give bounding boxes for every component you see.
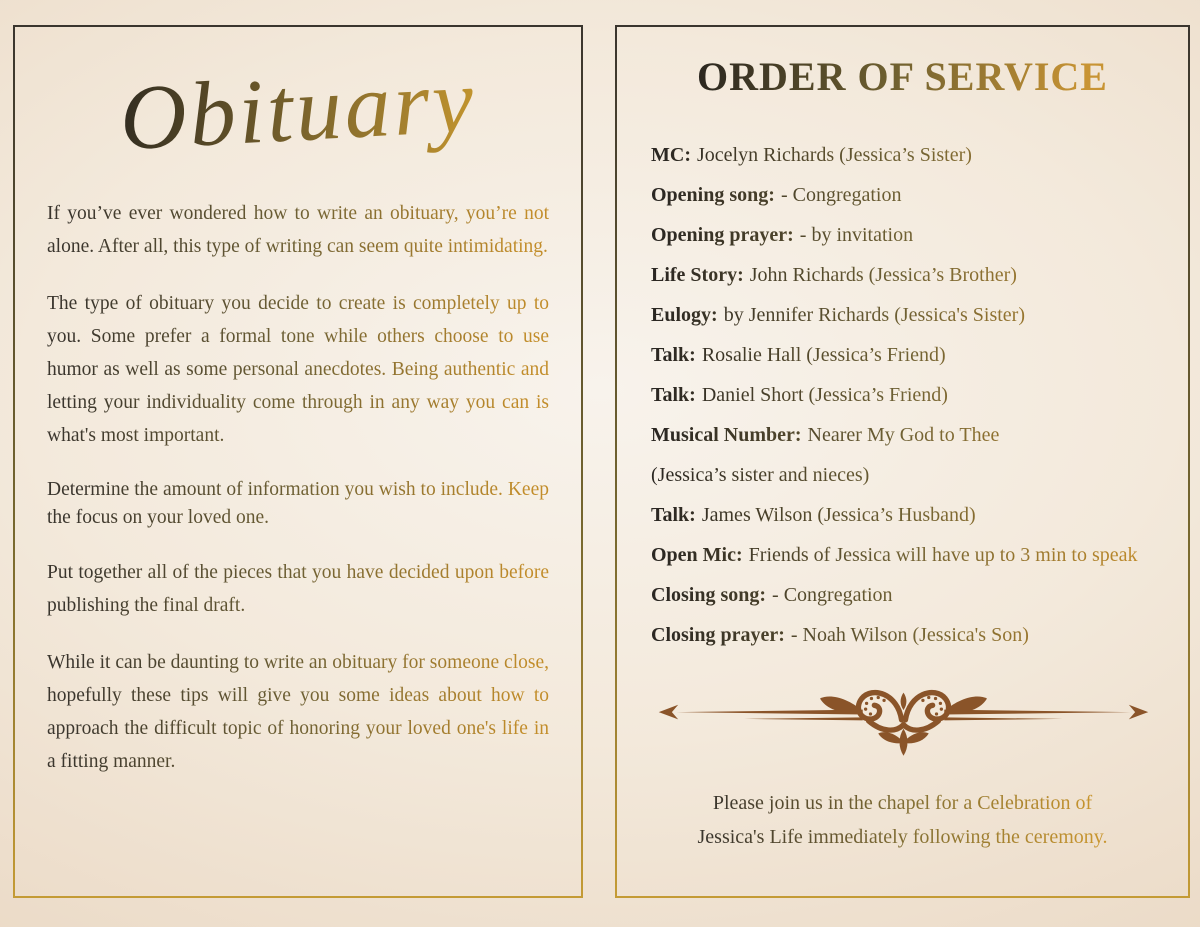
order-item-text: Rosalie Hall (Jessica’s Friend) [701, 344, 946, 366]
order-item-label: Talk: [651, 344, 696, 366]
obituary-page-panel [13, 25, 583, 898]
order-item [651, 255, 1154, 295]
order-item [651, 575, 1154, 615]
order-item-text: Nearer My God to Thee [807, 424, 1000, 446]
order-item-text: - Congregation [780, 184, 902, 206]
order-item [651, 615, 1154, 655]
order-item [651, 295, 1154, 335]
order-item-label: Closing prayer: [651, 624, 785, 646]
order-item-text: Friends of Jessica will have up to 3 min to speak [748, 544, 1138, 566]
order-item-text: John Richards (Jessica’s Brother) [749, 264, 1017, 286]
order-item [651, 375, 1154, 415]
order-item-text: - Congregation [772, 584, 893, 606]
order-item-text: Daniel Short (Jessica’s Friend) [701, 384, 948, 406]
order-item-text: by Jennifer Richards (Jessica's Sister) [723, 304, 1025, 326]
order-of-service-title: ORDER OF SERVICE [651, 53, 1154, 101]
order-item-label: Talk: [651, 504, 696, 526]
obituary-paragraph: While it can be daunting to write an obituary for someone close, hopefully these tips will give you some ideas about how to approach the difficult topic of honoring your loved one's life in a fitting manner. [47, 646, 549, 778]
order-item-text: (Jessica’s sister and nieces) [651, 464, 870, 486]
closing-note [651, 786, 1154, 854]
obituary-paragraph: Put together all of the pieces that you have decided upon before publishing the final draft. [47, 556, 549, 622]
order-item-label: Closing song: [651, 584, 767, 606]
obituary-paragraph: The type of obituary you decide to create is completely up to you. Some prefer a formal tone while others choose to use humor as well as some personal anecdotes. Being authentic and letting your individuality come through in any way you can is what's most important. [47, 287, 549, 452]
order-item [651, 175, 1154, 215]
order-item-label: Talk: [651, 384, 696, 406]
order-item [651, 535, 1154, 575]
order-item-label: Open Mic: [651, 544, 743, 566]
order-item-label: MC: [651, 144, 691, 166]
closing-note-line: Jessica's Life immediately following the ceremony. [651, 820, 1154, 854]
order-item [651, 495, 1154, 535]
order-of-service-page-panel [615, 25, 1190, 898]
closing-note-line: Please join us in the chapel for a Celebration of [651, 786, 1154, 820]
order-item-label: Opening prayer: [651, 224, 794, 246]
obituary-paragraph: Determine the amount of information you wish to include. Keep the focus on your loved one. [47, 476, 549, 532]
order-item [651, 335, 1154, 375]
order-item [651, 215, 1154, 255]
order-item-label: Eulogy: [651, 304, 718, 326]
order-item [651, 415, 1154, 455]
order-item [651, 135, 1154, 175]
order-item-label: Musical Number: [651, 424, 802, 446]
order-item-text: Jocelyn Richards (Jessica’s Sister) [696, 144, 972, 166]
order-item-text: - Noah Wilson (Jessica's Son) [790, 624, 1029, 646]
order-item-text: - by invitation [799, 224, 914, 246]
obituary-paragraph: If you’ve ever wondered how to write an obituary, you’re not alone. After all, this type of writing can seem quite intimidating. [47, 197, 549, 263]
order-item [651, 455, 1154, 495]
ornamental-divider [651, 671, 1154, 764]
ornamental-divider-icon [651, 671, 1156, 759]
order-item-label: Life Story: [651, 264, 744, 286]
order-item-label: Opening song: [651, 184, 775, 206]
obituary-title: Obituary [44, 34, 552, 184]
order-item-text: James Wilson (Jessica’s Husband) [701, 504, 976, 526]
